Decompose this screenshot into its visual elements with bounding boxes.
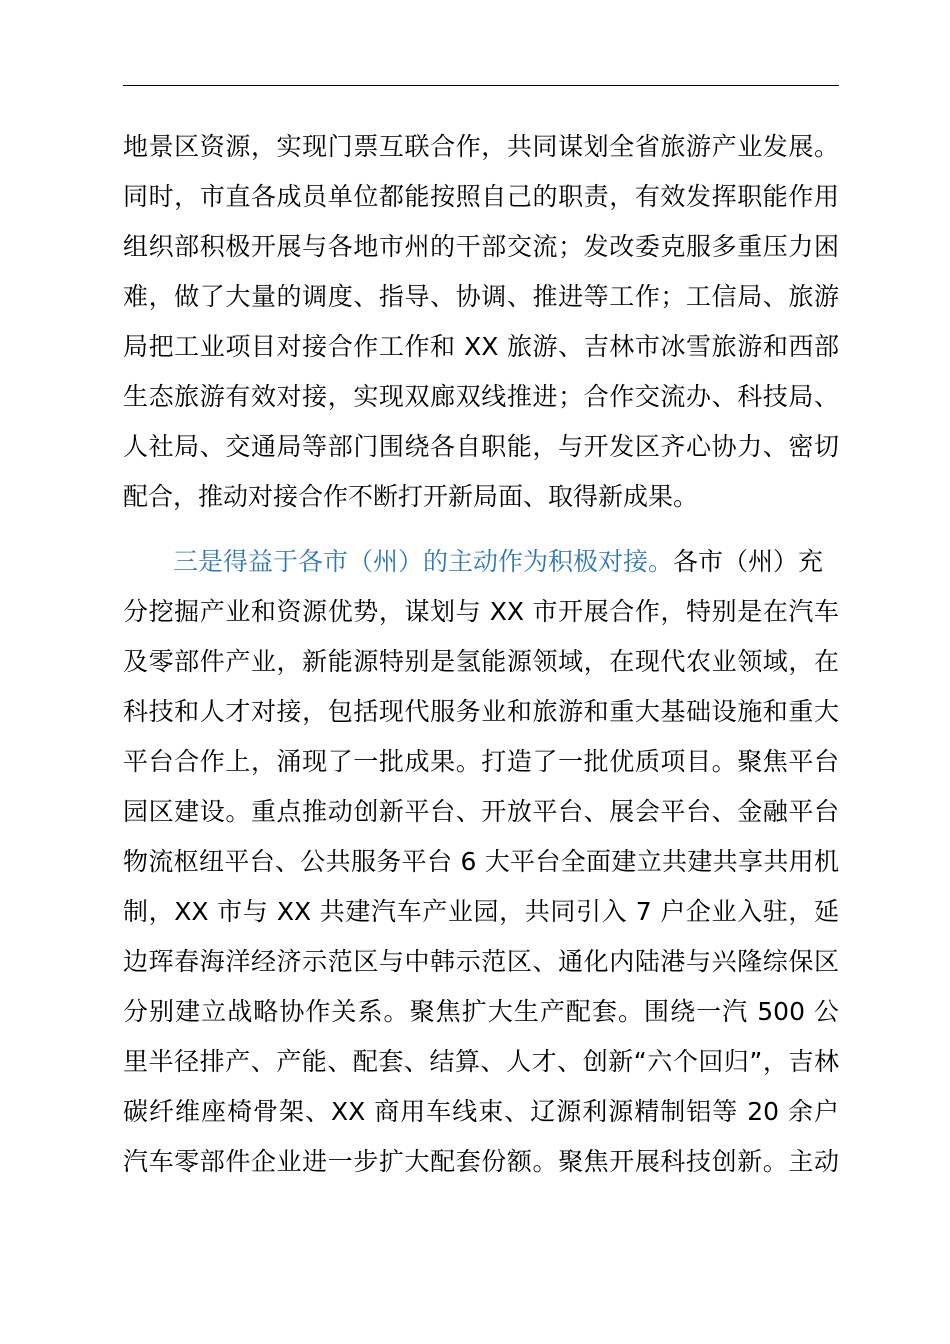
text-line: 人社局、交通局等部门围绕各自职能，与开发区齐心协力、密切 [123,432,839,461]
text-line: 局把工业项目对接合作工作和 XX 旅游、吉林市冰雪旅游和西部 [123,332,839,361]
header-rule [123,85,839,86]
text-line: 碳纤维座椅骨架、XX 商用车线束、辽源利源精制铝等 20 余户 [123,1097,839,1126]
paragraph-first-line [123,537,839,587]
text-line: 同时，市直各成员单位都能按照自己的职责，有效发挥职能作用 [123,182,839,211]
paragraph-2 [123,537,839,1187]
text-line: 边珲春海洋经济示范区与中韩示范区、通化内陆港与兴隆综保区 [123,947,839,976]
text-line: 物流枢纽平台、公共服务平台 6 大平台全面建立共建共享共用机 [123,847,839,876]
document-body [123,122,839,1187]
text-line: 分别建立战略协作关系。聚焦扩大生产配套。围绕一汽 500 公 [123,997,839,1026]
paragraph-1 [123,122,839,522]
paragraph-heading: 三是得益于各市（州）的主动作为积极对接。 [173,547,674,576]
text-line: 制，XX 市与 XX 共建汽车产业园，共同引入 7 户企业入驻，延 [123,897,839,926]
text-line: 及零部件产业，新能源特别是氢能源领域，在现代农业领域，在 [123,647,839,676]
text-line: 平台合作上，涌现了一批成果。打造了一批优质项目。聚焦平台 [123,747,839,776]
text-line: 难，做了大量的调度、指导、协调、推进等工作；工信局、旅游 [123,282,839,311]
text-line: 里半径排产、产能、配套、结算、人才、创新“六个回归”，吉林 [123,1047,839,1076]
text-line: 配合，推动对接合作不断打开新局面、取得新成果。 [123,482,699,511]
text-span: 各市（州）充 [673,547,824,576]
text-line: 汽车零部件企业进一步扩大配套份额。聚焦开展科技创新。主动 [123,1147,839,1176]
text-line: 生态旅游有效对接，实现双廊双线推进；合作交流办、科技局、 [123,382,839,411]
text-line: 组织部积极开展与各地市州的干部交流；发改委克服多重压力困 [123,232,839,261]
text-line: 地景区资源，实现门票互联合作，共同谋划全省旅游产业发展。 [123,132,839,161]
text-line: 分挖掘产业和资源优势，谋划与 XX 市开展合作，特别是在汽车 [123,597,839,626]
text-line: 园区建设。重点推动创新平台、开放平台、展会平台、金融平台 [123,797,839,826]
paragraph-spacer [123,522,839,537]
text-line: 科技和人才对接，包括现代服务业和旅游和重大基础设施和重大 [123,697,839,726]
